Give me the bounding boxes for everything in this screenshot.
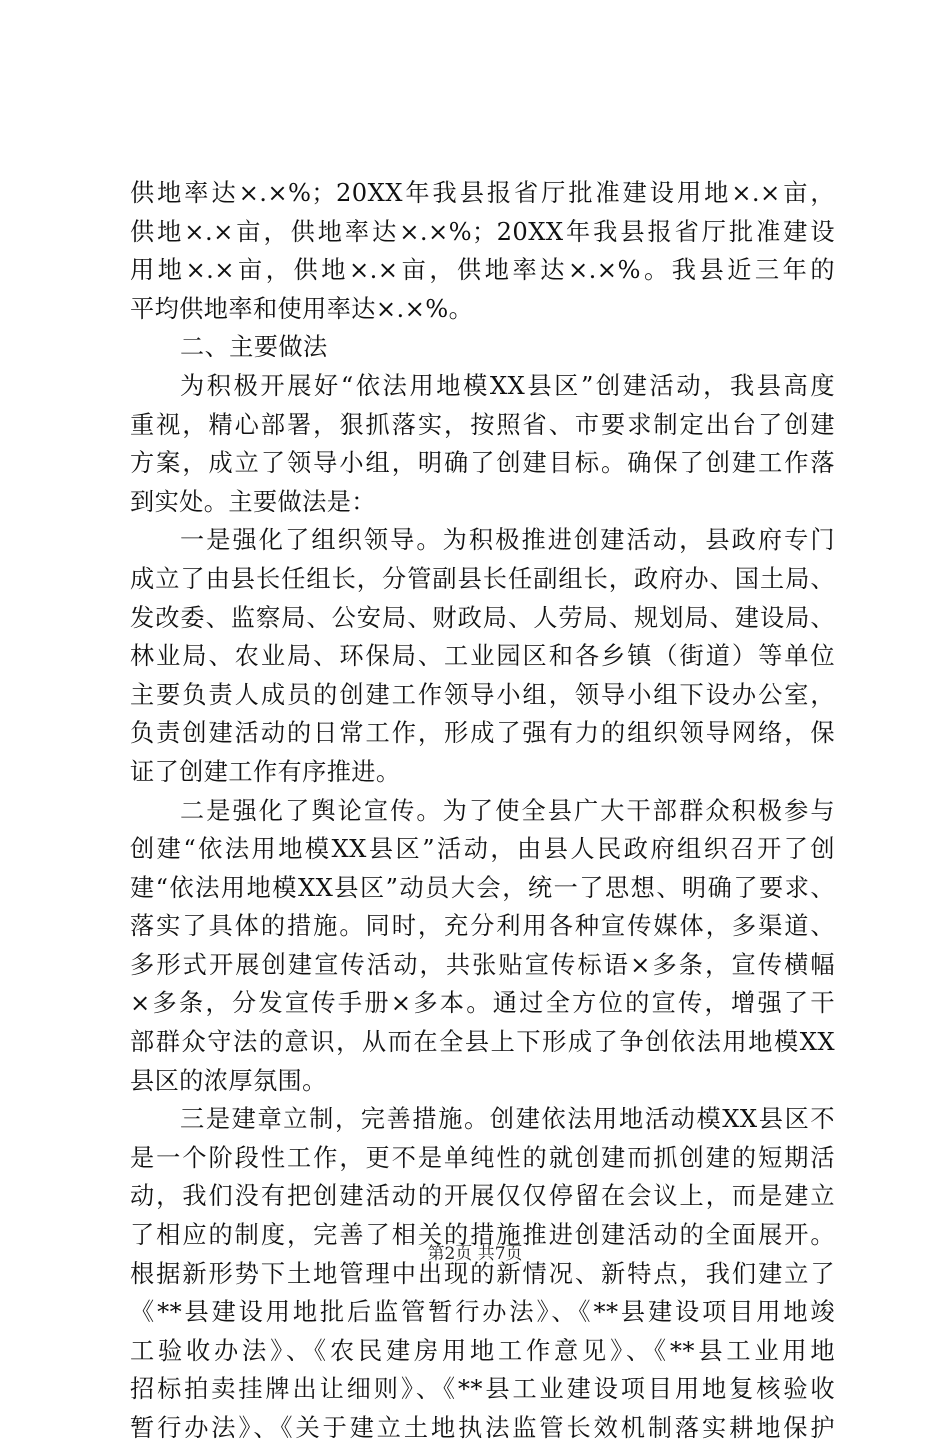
text-line: 重视，精心部署，狠抓落实，按照省、市要求制定出台了创建	[130, 410, 835, 439]
text-line: 《**县建设用地批后监管暂行办法》、《**县建设项目用地竣	[130, 1298, 835, 1327]
text-line: 林业局、农业局、环保局、工业园区和各乡镇（街道）等单位	[130, 642, 835, 671]
text-line: 招标拍卖挂牌出让细则》、《**县工业建设项目用地复核验收	[130, 1375, 835, 1404]
text-line: 动，我们没有把创建活动的开展仅仅停留在会议上，而是建立	[130, 1182, 835, 1211]
text-line: 供地率达×.×%；20XX年我县报省厅批准建设用地×.×亩，	[130, 179, 835, 207]
text-line: 了相应的制度，完善了相关的措施推进创建活动的全面展开。	[130, 1221, 835, 1250]
text-line: 到实处。主要做法是：	[130, 487, 376, 516]
text-line: 证了创建工作有序推进。	[130, 757, 401, 786]
text-line: 县区的浓厚氛围。	[130, 1066, 327, 1095]
text-line: 用地×.×亩，供地×.×亩，供地率达×.×%。我县近三年的	[130, 256, 835, 285]
text-line: 平均供地率和使用率达×.×%。	[130, 294, 474, 323]
text-line: 三是建章立制，完善措施。创建依法用地活动模XX县区不	[180, 1105, 835, 1134]
text-line: 工验收办法》、《农民建房用地工作意见》、《**县工业用地	[130, 1336, 835, 1365]
text-line: 是一个阶段性工作，更不是单纯性的就创建而抓创建的短期活	[130, 1143, 835, 1172]
text-line: 负责创建活动的日常工作，形成了强有力的组织领导网络，保	[130, 719, 835, 748]
text-line: 建“依法用地模XX县区”动员大会，统一了思想、明确了要求、	[130, 873, 835, 902]
text-line: ×多条，分发宣传手册×多本。通过全方位的宣传，增强了干	[130, 989, 835, 1018]
text-line: 部群众守法的意识，从而在全县上下形成了争创依法用地模XX	[130, 1028, 835, 1057]
text-line: 落实了具体的措施。同时，充分利用各种宣传媒体，多渠道、	[130, 912, 835, 941]
text-line: 成立了由县长任组长，分管副县长任副组长，政府办、国土局、	[130, 564, 835, 593]
text-line: 为积极开展好“依法用地模XX县区”创建活动，我县高度	[180, 371, 835, 400]
text-line: 一是强化了组织领导。为积极推进创建活动，县政府专门	[180, 526, 835, 555]
text-line: 方案，成立了领导小组，明确了创建目标。确保了创建工作落	[130, 449, 835, 478]
text-line: 根据新形势下土地管理中出现的新情况、新特点，我们建立了	[130, 1259, 835, 1288]
page-number-footer: 第2页 共7页	[427, 1244, 523, 1264]
text-line: 供地×.×亩，供地率达×.×%；20XX年我县报省厅批准建设	[130, 217, 835, 246]
text-line: 二是强化了舆论宣传。为了使全县广大干部群众积极参与	[180, 796, 835, 825]
text-line: 主要负责人成员的创建工作领导小组，领导小组下设办公室，	[130, 680, 835, 709]
section-heading: 二、主要做法	[180, 333, 328, 362]
text-line: 创建“依法用地模XX县区”活动，由县人民政府组织召开了创	[130, 835, 835, 864]
text-line: 发改委、监察局、公安局、财政局、人劳局、规划局、建设局、	[130, 603, 835, 632]
text-line: 多形式开展创建宣传活动，共张贴宣传标语×多条，宣传横幅	[130, 950, 835, 979]
text-line: 暂行办法》、《关于建立土地执法监管长效机制落实耕地保护	[130, 1414, 835, 1442]
